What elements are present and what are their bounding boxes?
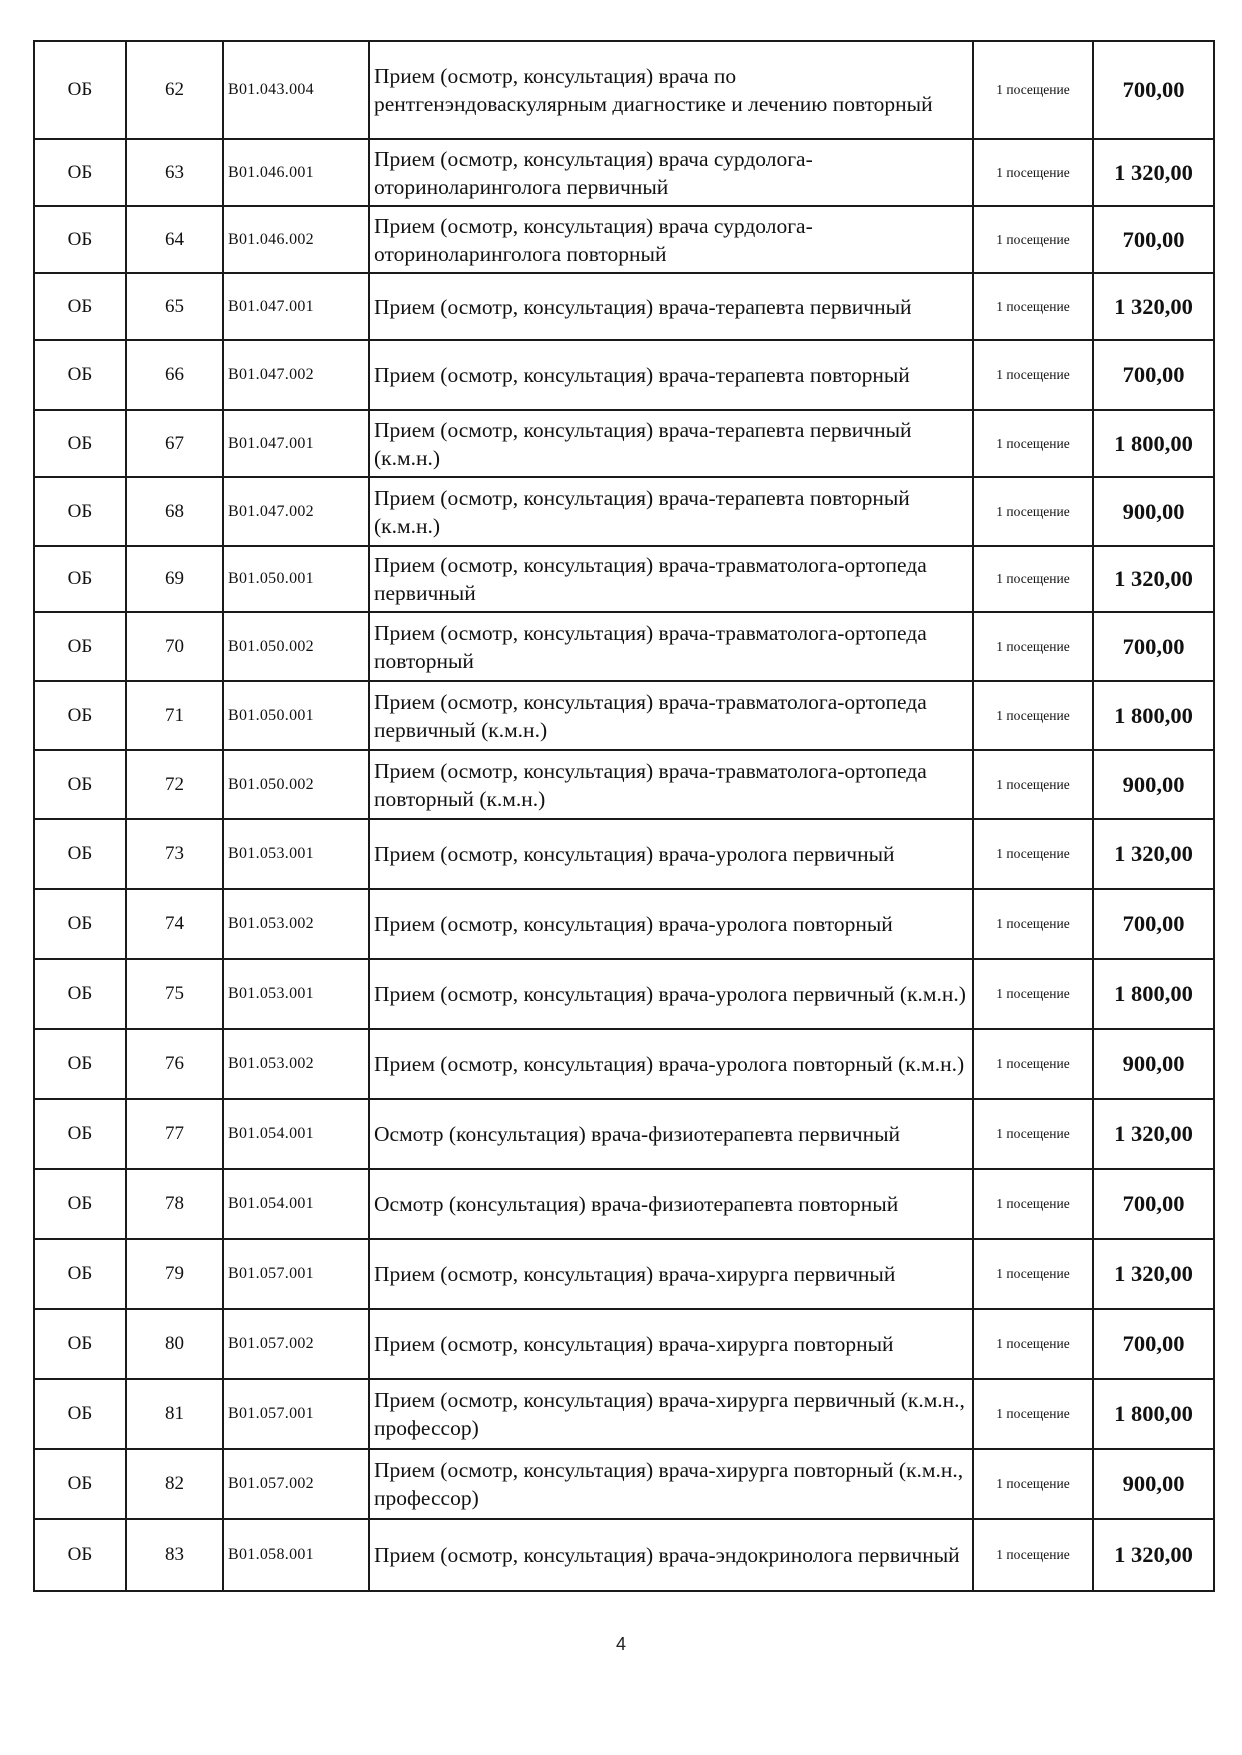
service-price: 900,00 xyxy=(1093,750,1214,819)
table-row xyxy=(34,612,1214,681)
service-price: 700,00 xyxy=(1093,889,1214,959)
service-name: Осмотр (консультация) врача-физиотерапевта первичный xyxy=(369,1099,973,1169)
service-code: B01.046.001 xyxy=(223,139,369,206)
service-price: 700,00 xyxy=(1093,1169,1214,1239)
row-type: ОБ xyxy=(34,546,126,612)
service-unit: 1 посещение xyxy=(973,1029,1093,1099)
service-code: B01.046.002 xyxy=(223,206,369,273)
service-code: B01.053.001 xyxy=(223,819,369,889)
table-row xyxy=(34,1029,1214,1099)
service-unit: 1 посещение xyxy=(973,1309,1093,1379)
row-number: 66 xyxy=(126,340,223,410)
service-name: Прием (осмотр, консультация) врача-хирурга первичный xyxy=(369,1239,973,1309)
service-unit: 1 посещение xyxy=(973,340,1093,410)
row-type: ОБ xyxy=(34,1239,126,1309)
service-unit: 1 посещение xyxy=(973,41,1093,139)
row-number: 82 xyxy=(126,1449,223,1519)
row-type: ОБ xyxy=(34,139,126,206)
row-type: ОБ xyxy=(34,477,126,546)
table-row xyxy=(34,681,1214,750)
row-type: ОБ xyxy=(34,1169,126,1239)
row-number: 77 xyxy=(126,1099,223,1169)
table-row xyxy=(34,1449,1214,1519)
service-unit: 1 посещение xyxy=(973,273,1093,340)
service-name: Прием (осмотр, консультация) врача-терапевта первичный xyxy=(369,273,973,340)
table-row xyxy=(34,273,1214,340)
row-number: 69 xyxy=(126,546,223,612)
service-price: 700,00 xyxy=(1093,612,1214,681)
table-row xyxy=(34,1099,1214,1169)
service-code: B01.050.002 xyxy=(223,750,369,819)
service-price: 1 320,00 xyxy=(1093,1519,1214,1591)
row-type: ОБ xyxy=(34,819,126,889)
service-name: Прием (осмотр, консультация) врача-травматолога-ортопеда повторный xyxy=(369,612,973,681)
service-unit: 1 посещение xyxy=(973,1449,1093,1519)
row-type: ОБ xyxy=(34,1029,126,1099)
table-row xyxy=(34,750,1214,819)
row-number: 70 xyxy=(126,612,223,681)
row-number: 79 xyxy=(126,1239,223,1309)
table-row xyxy=(34,1519,1214,1591)
service-price: 1 320,00 xyxy=(1093,819,1214,889)
service-name: Прием (осмотр, консультация) врача сурдолога-оториноларинголога первичный xyxy=(369,139,973,206)
row-number: 71 xyxy=(126,681,223,750)
service-code: B01.057.002 xyxy=(223,1449,369,1519)
row-number: 76 xyxy=(126,1029,223,1099)
service-code: B01.057.002 xyxy=(223,1309,369,1379)
service-unit: 1 посещение xyxy=(973,139,1093,206)
service-price: 900,00 xyxy=(1093,1029,1214,1099)
table-row xyxy=(34,1309,1214,1379)
service-unit: 1 посещение xyxy=(973,1379,1093,1449)
service-name: Прием (осмотр, консультация) врача-эндокринолога первичный xyxy=(369,1519,973,1591)
service-price: 1 800,00 xyxy=(1093,410,1214,477)
service-price: 1 320,00 xyxy=(1093,1099,1214,1169)
row-number: 81 xyxy=(126,1379,223,1449)
service-price: 1 320,00 xyxy=(1093,1239,1214,1309)
service-name: Осмотр (консультация) врача-физиотерапевта повторный xyxy=(369,1169,973,1239)
service-code: B01.050.002 xyxy=(223,612,369,681)
service-code: B01.054.001 xyxy=(223,1169,369,1239)
row-number: 62 xyxy=(126,41,223,139)
table-row xyxy=(34,819,1214,889)
service-price: 1 800,00 xyxy=(1093,959,1214,1029)
service-unit: 1 посещение xyxy=(973,750,1093,819)
service-name: Прием (осмотр, консультация) врача-хирурга повторный xyxy=(369,1309,973,1379)
service-unit: 1 посещение xyxy=(973,959,1093,1029)
service-price: 700,00 xyxy=(1093,340,1214,410)
service-code: B01.047.001 xyxy=(223,273,369,340)
row-type: ОБ xyxy=(34,410,126,477)
service-unit: 1 посещение xyxy=(973,410,1093,477)
service-code: B01.047.001 xyxy=(223,410,369,477)
service-price: 900,00 xyxy=(1093,1449,1214,1519)
service-unit: 1 посещение xyxy=(973,1169,1093,1239)
row-type: ОБ xyxy=(34,1099,126,1169)
service-price: 700,00 xyxy=(1093,206,1214,273)
service-code: B01.043.004 xyxy=(223,41,369,139)
row-type: ОБ xyxy=(34,340,126,410)
service-code: B01.058.001 xyxy=(223,1519,369,1591)
service-code: B01.057.001 xyxy=(223,1239,369,1309)
table-row xyxy=(34,477,1214,546)
row-type: ОБ xyxy=(34,206,126,273)
service-code: B01.053.002 xyxy=(223,1029,369,1099)
service-name: Прием (осмотр, консультация) врача-терапевта повторный xyxy=(369,340,973,410)
service-unit: 1 посещение xyxy=(973,206,1093,273)
service-name: Прием (осмотр, консультация) врача-уролога повторный xyxy=(369,889,973,959)
service-name: Прием (осмотр, консультация) врача-уролога повторный (к.м.н.) xyxy=(369,1029,973,1099)
row-number: 74 xyxy=(126,889,223,959)
row-type: ОБ xyxy=(34,273,126,340)
row-number: 73 xyxy=(126,819,223,889)
row-number: 72 xyxy=(126,750,223,819)
row-type: ОБ xyxy=(34,681,126,750)
service-unit: 1 посещение xyxy=(973,681,1093,750)
row-type: ОБ xyxy=(34,1449,126,1519)
table-row xyxy=(34,959,1214,1029)
service-unit: 1 посещение xyxy=(973,1099,1093,1169)
table-row xyxy=(34,1169,1214,1239)
row-type: ОБ xyxy=(34,959,126,1029)
table-row xyxy=(34,1379,1214,1449)
service-name: Прием (осмотр, консультация) врача-терапевта первичный (к.м.н.) xyxy=(369,410,973,477)
service-code: B01.050.001 xyxy=(223,681,369,750)
service-name: Прием (осмотр, консультация) врача-терапевта повторный (к.м.н.) xyxy=(369,477,973,546)
service-name: Прием (осмотр, консультация) врача по рентгенэндоваскулярным диагностике и лечению повторный xyxy=(369,41,973,139)
service-unit: 1 посещение xyxy=(973,546,1093,612)
service-unit: 1 посещение xyxy=(973,1519,1093,1591)
service-code: B01.047.002 xyxy=(223,477,369,546)
service-code: B01.050.001 xyxy=(223,546,369,612)
service-name: Прием (осмотр, консультация) врача-хирурга повторный (к.м.н., профессор) xyxy=(369,1449,973,1519)
row-type: ОБ xyxy=(34,612,126,681)
table-row xyxy=(34,139,1214,206)
row-number: 80 xyxy=(126,1309,223,1379)
service-price: 1 320,00 xyxy=(1093,139,1214,206)
row-number: 68 xyxy=(126,477,223,546)
table-row xyxy=(34,889,1214,959)
table-row xyxy=(34,546,1214,612)
table-row xyxy=(34,410,1214,477)
table-row xyxy=(34,1239,1214,1309)
table-row xyxy=(34,206,1214,273)
service-price: 1 800,00 xyxy=(1093,681,1214,750)
service-unit: 1 посещение xyxy=(973,889,1093,959)
service-price: 1 320,00 xyxy=(1093,273,1214,340)
service-price: 900,00 xyxy=(1093,477,1214,546)
service-name: Прием (осмотр, консультация) врача-уролога первичный xyxy=(369,819,973,889)
row-number: 65 xyxy=(126,273,223,340)
row-type: ОБ xyxy=(34,750,126,819)
service-code: B01.057.001 xyxy=(223,1379,369,1449)
page-number: 4 xyxy=(615,1634,626,1654)
row-type: ОБ xyxy=(34,41,126,139)
row-number: 78 xyxy=(126,1169,223,1239)
service-name: Прием (осмотр, консультация) врача сурдолога-оториноларинголога повторный xyxy=(369,206,973,273)
service-name: Прием (осмотр, консультация) врача-уролога первичный (к.м.н.) xyxy=(369,959,973,1029)
price-list-body xyxy=(34,41,1214,1591)
row-type: ОБ xyxy=(34,1379,126,1449)
service-unit: 1 посещение xyxy=(973,819,1093,889)
service-unit: 1 посещение xyxy=(973,477,1093,546)
service-price: 700,00 xyxy=(1093,1309,1214,1379)
table-row xyxy=(34,41,1214,139)
service-code: B01.053.002 xyxy=(223,889,369,959)
service-name: Прием (осмотр, консультация) врача-травматолога-ортопеда повторный (к.м.н.) xyxy=(369,750,973,819)
row-number: 63 xyxy=(126,139,223,206)
service-price: 700,00 xyxy=(1093,41,1214,139)
service-unit: 1 посещение xyxy=(973,1239,1093,1309)
service-price: 1 800,00 xyxy=(1093,1379,1214,1449)
service-code: B01.047.002 xyxy=(223,340,369,410)
table-row xyxy=(34,340,1214,410)
service-name: Прием (осмотр, консультация) врача-травматолога-ортопеда первичный (к.м.н.) xyxy=(369,681,973,750)
row-number: 64 xyxy=(126,206,223,273)
row-type: ОБ xyxy=(34,1309,126,1379)
service-code: B01.054.001 xyxy=(223,1099,369,1169)
row-number: 67 xyxy=(126,410,223,477)
service-unit: 1 посещение xyxy=(973,612,1093,681)
service-name: Прием (осмотр, консультация) врача-хирурга первичный (к.м.н., профессор) xyxy=(369,1379,973,1449)
row-type: ОБ xyxy=(34,1519,126,1591)
row-type: ОБ xyxy=(34,889,126,959)
row-number: 75 xyxy=(126,959,223,1029)
row-number: 83 xyxy=(126,1519,223,1591)
price-list-table xyxy=(33,40,1215,1592)
service-name: Прием (осмотр, консультация) врача-травматолога-ортопеда первичный xyxy=(369,546,973,612)
service-price: 1 320,00 xyxy=(1093,546,1214,612)
service-code: B01.053.001 xyxy=(223,959,369,1029)
